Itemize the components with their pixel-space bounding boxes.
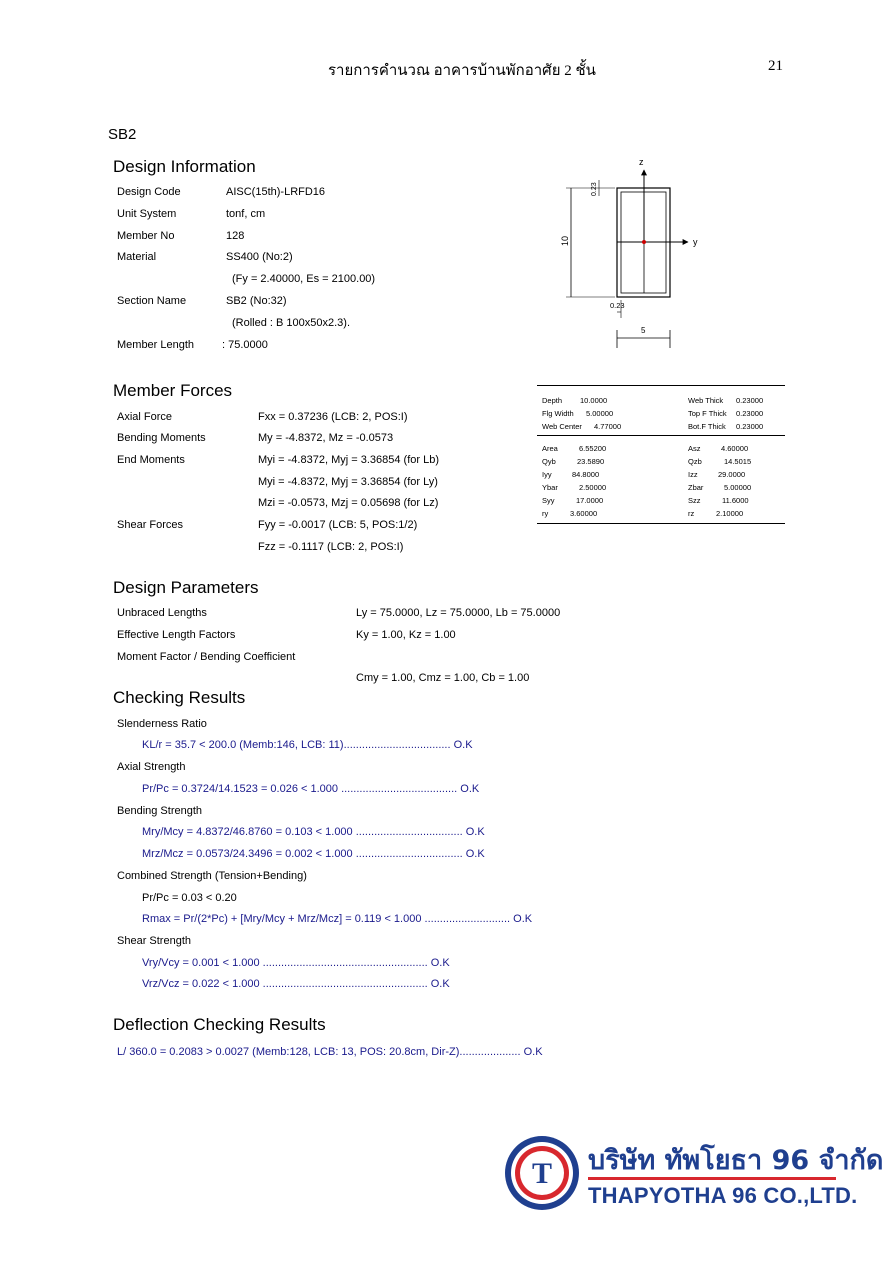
prop-value: 5.00000 — [586, 409, 614, 418]
row-label: Axial Force — [117, 411, 173, 423]
top-thick-label: 0.23 — [591, 182, 598, 196]
member-forces-heading: Member Forces — [113, 381, 233, 400]
prop-value: 4.77000 — [594, 422, 622, 431]
z-axis-label: z — [639, 157, 644, 167]
prop-value: 0.23000 — [736, 409, 764, 418]
bending-label: Bending Strength — [117, 805, 203, 817]
row-label: Design Code — [117, 186, 181, 198]
page-number: 21 — [768, 58, 783, 74]
prop-value: 0.23000 — [736, 396, 764, 405]
bottom-thick-label: 0.23 — [610, 301, 625, 310]
row-label: Section Name — [117, 295, 187, 307]
company-name-th: บริษัท ทัพโยธา 96 จำกัด — [588, 1145, 884, 1176]
prop-value: 4.60000 — [721, 444, 749, 453]
row-value: (Rolled : B 100x50x2.3). — [232, 317, 351, 329]
prop-value: 14.5015 — [724, 457, 752, 466]
shear-z-line: Vrz/Vcz = 0.022 < 1.000 ...................................................... O.K — [142, 978, 450, 990]
row-label: Shear Forces — [117, 519, 184, 531]
member-title: SB2 — [108, 126, 137, 143]
table-rule — [537, 385, 785, 386]
prop-label: Szz — [688, 496, 701, 505]
prop-label: Syy — [542, 496, 555, 505]
prop-label: Top F Thick — [688, 409, 727, 418]
prop-label: Zbar — [688, 483, 704, 492]
row-value: Cmy = 1.00, Cmz = 1.00, Cb = 1.00 — [356, 672, 530, 684]
prop-label: Qyb — [542, 457, 556, 466]
row-value: SB2 (No:32) — [226, 295, 287, 307]
row-value: Mzi = -0.0573, Mzj = 0.05698 (for Lz) — [258, 497, 439, 509]
row-label: Member Length — [117, 339, 195, 351]
height-dim-label: 10 — [560, 235, 570, 246]
row-value: SS400 (No:2) — [226, 251, 293, 263]
prop-value: 10.0000 — [580, 396, 608, 405]
row-value: : 75.0000 — [222, 339, 268, 351]
prop-label: Depth — [542, 396, 563, 405]
prop-label: rz — [688, 509, 695, 518]
prop-label: Area — [542, 444, 558, 453]
prop-label: Flg Width — [542, 409, 574, 418]
prop-value: 23.5890 — [577, 457, 605, 466]
prop-value: 29.0000 — [718, 470, 746, 479]
company-name-en: THAPYOTHA 96 CO.,LTD. — [588, 1183, 858, 1208]
row-label: Effective Length Factors — [117, 629, 236, 641]
prop-value: 6.55200 — [579, 444, 607, 453]
prop-value: 84.8000 — [572, 470, 600, 479]
prop-label: Qzb — [688, 457, 702, 466]
deflection-heading: Deflection Checking Results — [113, 1015, 326, 1034]
table-rule — [537, 523, 785, 524]
combined-label: Combined Strength (Tension+Bending) — [117, 870, 307, 882]
prop-label: Web Thick — [688, 396, 724, 405]
slenderness-label: Slenderness Ratio — [117, 718, 207, 730]
header-title: รายการคำนวณ อาคารบ้านพักอาศัย 2 ชั้น — [328, 63, 596, 79]
axial-label: Axial Strength — [117, 761, 186, 773]
design-params-heading: Design Parameters — [113, 578, 259, 597]
prop-value: 5.00000 — [724, 483, 752, 492]
prop-label: Asz — [688, 444, 701, 453]
row-value: Ky = 1.00, Kz = 1.00 — [356, 629, 456, 641]
axial-line: Pr/Pc = 0.3724/14.1523 = 0.026 < 1.000 ...................................... O.K — [142, 783, 480, 795]
prop-label: Bot.F Thick — [688, 422, 726, 431]
table-rule — [537, 435, 785, 436]
row-value: tonf, cm — [226, 208, 266, 220]
shear-y-line: Vry/Vcy = 0.001 < 1.000 ...................................................... O.K — [142, 957, 450, 969]
prop-value: 2.50000 — [579, 483, 607, 492]
row-label: End Moments — [117, 454, 185, 466]
row-value: 128 — [226, 230, 245, 242]
bending-y-line: Mry/Mcy = 4.8372/46.8760 = 0.103 < 1.000 ................................... O.K — [142, 826, 485, 838]
prop-value: 0.23000 — [736, 422, 764, 431]
row-label: Bending Moments — [117, 432, 206, 444]
prop-value: 3.60000 — [570, 509, 598, 518]
row-value: My = -4.8372, Mz = -0.0573 — [258, 432, 394, 444]
y-axis-label: y — [693, 237, 698, 247]
logo-divider — [588, 1177, 836, 1180]
row-label: Unbraced Lengths — [117, 607, 207, 619]
deflection-line: L/ 360.0 = 0.2083 > 0.0027 (Memb:128, LCB: 13, POS: 20.8cm, Dir-Z).................... O.K — [117, 1046, 543, 1058]
prop-value: 17.0000 — [576, 496, 604, 505]
row-value: Ly = 75.0000, Lz = 75.0000, Lb = 75.0000 — [356, 607, 561, 619]
row-value: Myi = -4.8372, Myj = 3.36854 (for Lb) — [258, 454, 439, 466]
row-value: AISC(15th)-LRFD16 — [226, 186, 326, 198]
row-value: (Fy = 2.40000, Es = 2100.00) — [232, 273, 376, 285]
logo-emblem — [503, 1134, 581, 1212]
row-value: Fxx = 0.37236 (LCB: 2, POS:I) — [258, 411, 408, 423]
row-value: Fzz = -0.1117 (LCB: 2, POS:I) — [258, 541, 404, 553]
bending-z-line: Mrz/Mcz = 0.0573/24.3496 = 0.002 < 1.000 ................................... O.K — [142, 848, 485, 860]
slenderness-line: KL/r = 35.7 < 200.0 (Memb:146, LCB: 11)................................... O.K — [142, 739, 473, 751]
row-label: Member No — [117, 230, 175, 242]
shear-label: Shear Strength — [117, 935, 191, 947]
row-label: Material — [117, 251, 157, 263]
design-info-heading: Design Information — [113, 157, 256, 176]
row-value: Fyy = -0.0017 (LCB: 5, POS:1/2) — [258, 519, 418, 531]
prop-label: Ybar — [542, 483, 558, 492]
row-label: Moment Factor / Bending Coefficient — [117, 651, 296, 663]
combined-line: Pr/Pc = 0.03 < 0.20 — [142, 892, 237, 904]
combined-line: Rmax = Pr/(2*Pc) + [Mry/Mcy + Mrz/Mcz] = 0.119 < 1.000 ............................ O.K — [142, 913, 533, 925]
prop-value: 2.10000 — [716, 509, 744, 518]
prop-value: 11.6000 — [722, 496, 749, 505]
row-label: Unit System — [117, 208, 177, 220]
width-dim-label: 5 — [641, 326, 646, 335]
section-drawing — [555, 150, 715, 355]
logo-letter: T — [531, 1157, 553, 1190]
centroid — [642, 240, 646, 244]
prop-label: ry — [542, 509, 549, 518]
prop-label: Web Center — [542, 422, 582, 431]
checking-heading: Checking Results — [113, 688, 246, 707]
prop-label: Iyy — [542, 470, 552, 479]
prop-label: Izz — [688, 470, 698, 479]
row-value: Myi = -4.8372, Myj = 3.36854 (for Ly) — [258, 476, 438, 488]
